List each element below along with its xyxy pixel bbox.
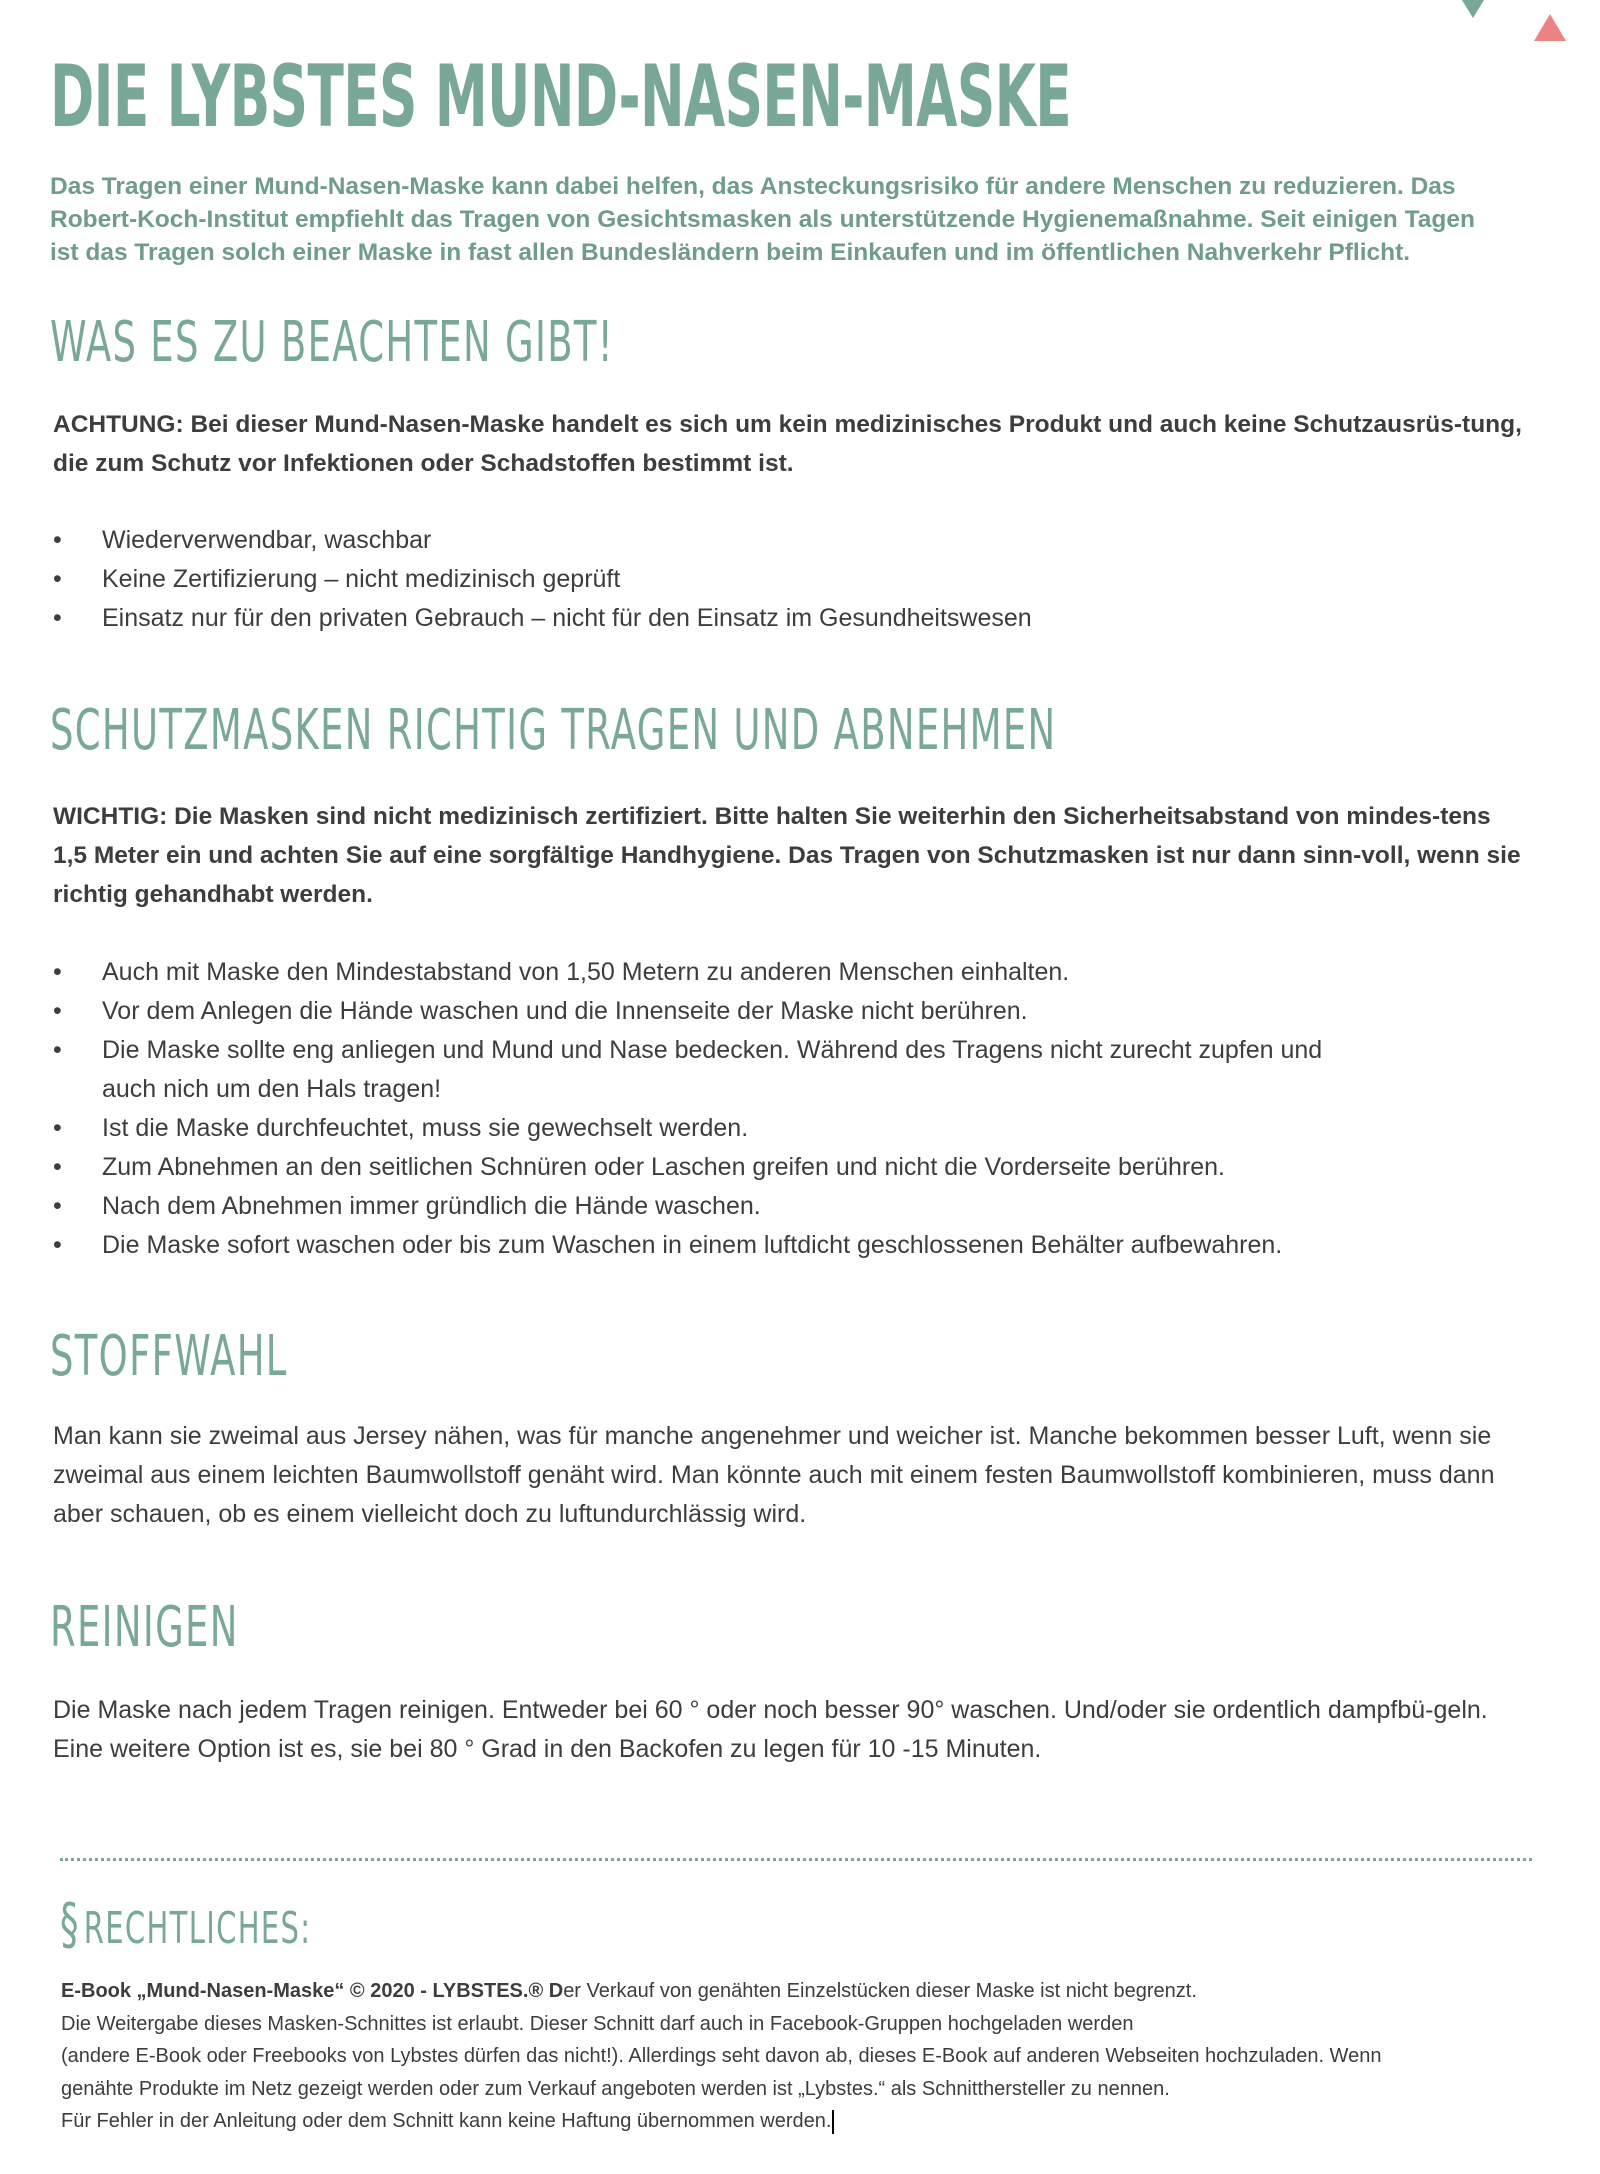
bullet-icon: •: [53, 565, 62, 593]
list-item: [53, 953, 1383, 992]
legal-line: Die Weitergabe dieses Masken-Schnittes ist erlaubt. Dieser Schnitt darf auch in Facebook-Gruppen hochgeladen werden: [61, 2012, 1134, 2035]
list-item-text: Zum Abnehmen an den seitlichen Schnüren oder Laschen greifen und nicht die Vorderseite berühren.: [102, 1153, 1225, 1181]
bullet-icon: •: [53, 958, 62, 986]
list-beachten: [53, 521, 1453, 638]
list-item-text: Wiederverwendbar, waschbar: [102, 526, 432, 554]
list-tragen: [53, 953, 1383, 1265]
bullet-icon: •: [53, 997, 62, 1025]
bunting-triangle-red-icon: [1533, 14, 1567, 42]
warning-achtung: ACHTUNG: Bei dieser Mund-Nasen-Maske handelt es sich um kein medizinisches Produkt und auch keine Schutzausrüs-tung, die zum Schutz vor Infektionen oder Schadstoffen bestimmt ist.: [53, 411, 1522, 477]
list-item: [53, 521, 1453, 560]
reinigen-paragraph: Die Maske nach jedem Tragen reinigen. Entweder bei 60 ° oder noch besser 90° waschen. Und/oder sie ordentlich dampfbü-geln. Eine weitere Option ist es, sie bei 80 ° Grad in den Backofen zu legen für 10 -15 Minuten.: [53, 1696, 1488, 1763]
paragraph-symbol-icon: §: [60, 1892, 80, 1957]
stoffwahl-paragraph: Man kann sie zweimal aus Jersey nähen, was für manche angenehmer und weicher ist. Manche bekommen besser Luft, wenn sie zweimal aus einem leichten Baumwollstoff genäht wird. Man könnte auch mit einem festen Baumwollstoff kombinieren, muss dann aber schauen, ob es einem vielleicht doch zu luftundurchlässig wird.: [53, 1422, 1495, 1528]
section-heading-beachten: WAS ES ZU BEACHTEN GIBT!: [50, 310, 614, 375]
page-title: DIE LYBSTES MUND-NASEN-MASKE: [50, 47, 1072, 147]
legal-heading-text: RECHTLICHES:: [83, 1903, 312, 1954]
list-item: [53, 1109, 1383, 1148]
bunting-triangle-green-icon: [1458, 0, 1488, 22]
list-item: [53, 992, 1383, 1031]
bullet-icon: •: [53, 1192, 62, 1220]
legal-line: genähte Produkte im Netz gezeigt werden oder zum Verkauf angeboten werden ist „Lybstes.“ als Schnitthersteller zu nennen.: [61, 2077, 1170, 2100]
list-item: [53, 1031, 1383, 1109]
list-item-text: Nach dem Abnehmen immer gründlich die Hände waschen.: [102, 1192, 761, 1220]
bullet-icon: •: [53, 1231, 62, 1259]
list-item: [53, 1187, 1383, 1226]
bullet-icon: •: [53, 1153, 62, 1181]
section-heading-stoffwahl: STOFFWAHL: [50, 1324, 288, 1389]
bunting-triangle-red-shape: [1534, 14, 1566, 41]
legal-line-text: Für Fehler in der Anleitung oder dem Schnitt kann keine Haftung übernommen werden.: [61, 2110, 832, 2132]
intro-paragraph: Das Tragen einer Mund-Nasen-Maske kann dabei helfen, das Ansteckungsrisiko für andere Menschen zu reduzieren. Das Robert-Koch-Institut empfiehlt das Tragen von Gesichtsmasken als unterstützende Hygienemaßnahme. Seit einigen Tagen ist das Tragen solch einer Maske in fast allen Bundesländern beim Einkaufen und im öffentlichen Nahverkehr Pflicht.: [50, 173, 1475, 266]
list-item-text: Keine Zertifizierung – nicht medizinisch geprüft: [102, 565, 621, 593]
legal-line: [61, 1975, 1541, 2008]
bullet-icon: •: [53, 604, 62, 632]
text-cursor: [832, 2110, 834, 2134]
bullet-icon: •: [53, 526, 62, 554]
legal-line-text: er Verkauf von genähten Einzelstücken dieser Maske ist nicht begrenzt.: [563, 1980, 1197, 2002]
list-item: [53, 1226, 1383, 1265]
list-item: [53, 1148, 1383, 1187]
list-item-text: Auch mit Maske den Mindestabstand von 1,50 Metern zu anderen Menschen einhalten.: [102, 958, 1070, 986]
list-item-text: Die Maske sollte eng anliegen und Mund und Nase bedecken. Während des Tragens nicht zurecht zupfen und auch nich um den Hals tragen!: [102, 1036, 1323, 1103]
list-item: [53, 599, 1453, 638]
dotted-divider: [60, 1858, 1532, 1861]
section-heading-tragen: SCHUTZMASKEN RICHTIG TRAGEN UND ABNEHMEN: [50, 698, 1057, 763]
legal-line: (andere E-Book oder Freebooks von Lybstes dürfen das nicht!). Allerdings seht davon ab, dieses E-Book auf anderen Webseiten hochzuladen. Wenn: [61, 2045, 1382, 2067]
list-item-text: Die Maske sofort waschen oder bis zum Waschen in einem luftdicht geschlossenen Behälter aufbewahren.: [102, 1231, 1283, 1259]
bullet-icon: •: [53, 1036, 62, 1064]
list-item-text: Einsatz nur für den privaten Gebrauch – nicht für den Einsatz im Gesundheitswesen: [102, 604, 1032, 632]
bunting-triangle-green-shape: [1462, 0, 1484, 18]
section-heading-reinigen: REINIGEN: [50, 1595, 239, 1660]
bullet-icon: •: [53, 1114, 62, 1142]
list-item-text: Vor dem Anlegen die Hände waschen und die Innenseite der Maske nicht berühren.: [102, 997, 1028, 1025]
legal-text: [61, 1975, 1541, 2138]
list-item: [53, 560, 1453, 599]
legal-line: [61, 2105, 1541, 2138]
warning-wichtig: WICHTIG: Die Masken sind nicht medizinisch zertifiziert. Bitte halten Sie weiterhin den Sicherheitsabstand von mindes-tens 1,5 Meter ein und achten Sie auf eine sorgfältige Handhygiene. Das Tragen von Schutzmasken ist nur dann sinn-voll, wenn sie richtig gehandhabt werden.: [53, 803, 1521, 908]
list-item-text: Ist die Maske durchfeuchtet, muss sie gewechselt werden.: [102, 1114, 749, 1142]
legal-product-label: E-Book „Mund-Nasen-Maske“ © 2020 - LYBSTES.® D: [61, 1980, 564, 2002]
legal-heading: [60, 1894, 311, 1956]
